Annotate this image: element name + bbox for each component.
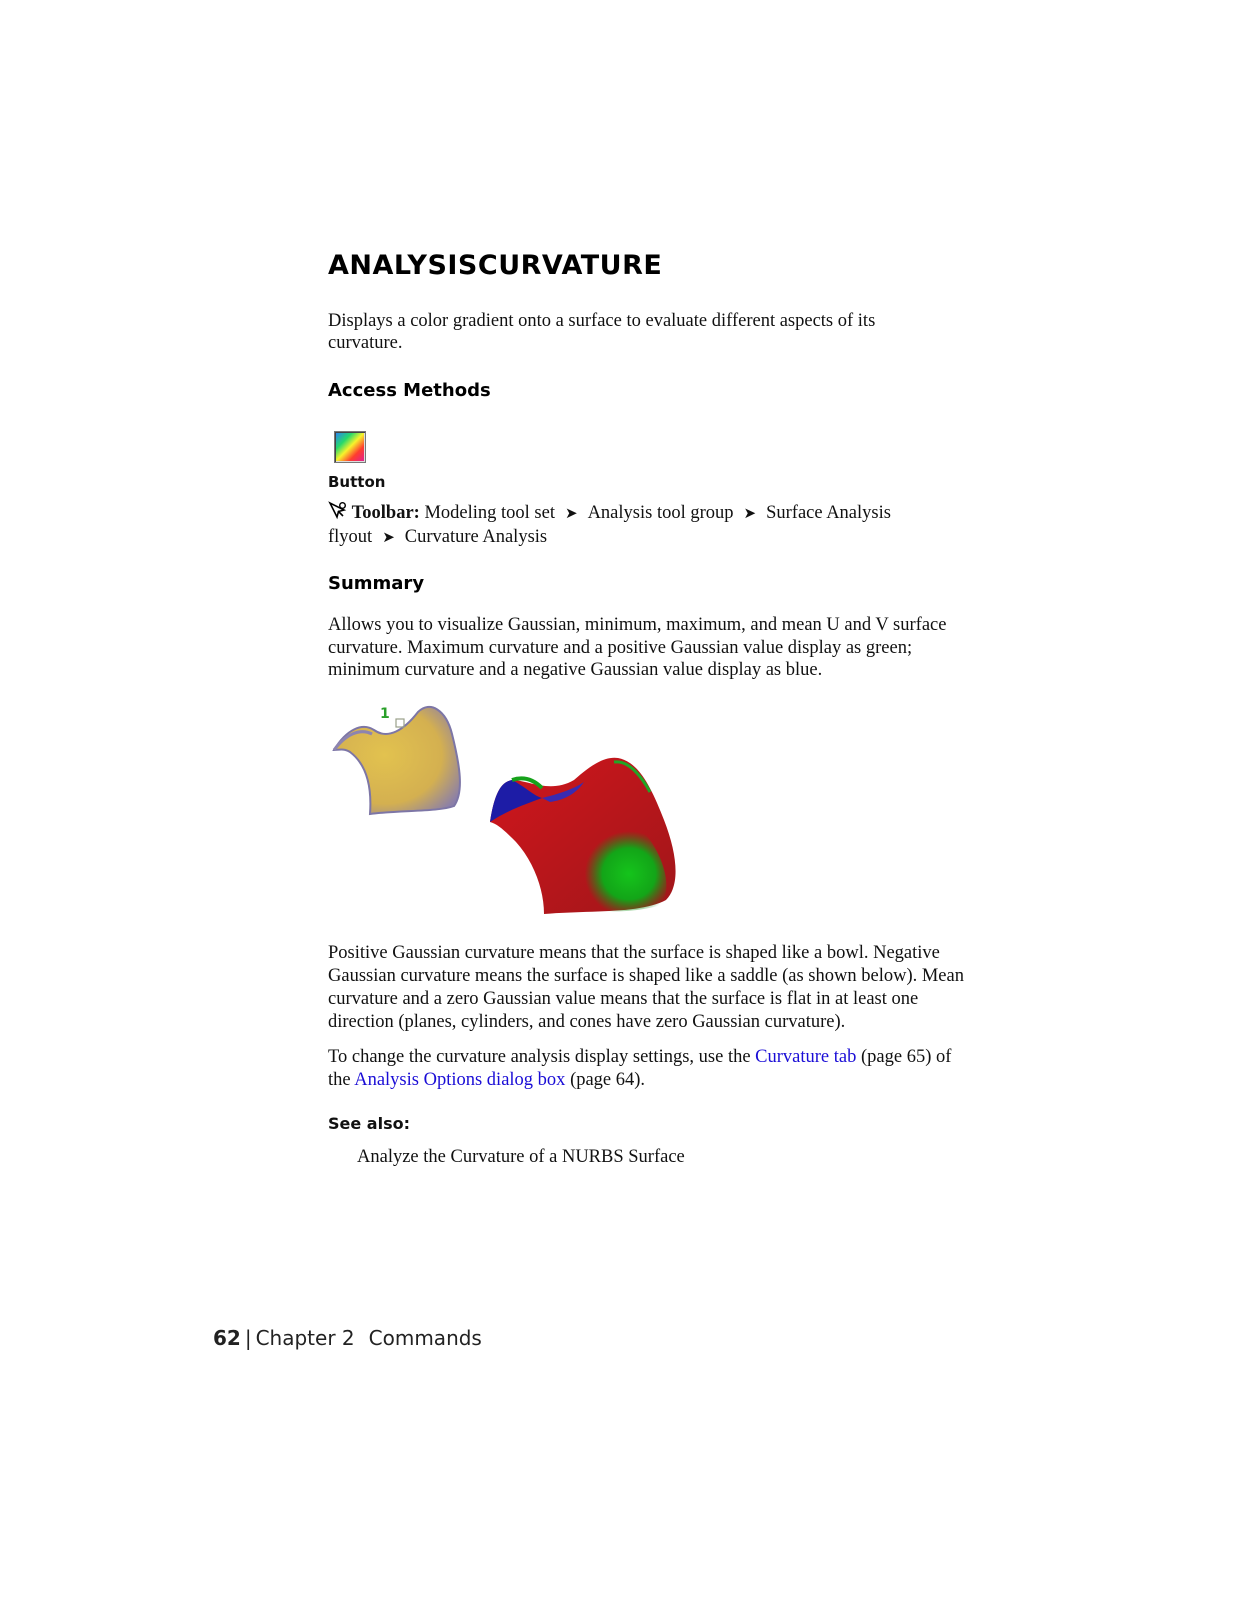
page-content [328, 248, 968, 1168]
page-footer [213, 1326, 482, 1350]
change-text-1: To change the curvature analysis display settings, use the [328, 1046, 751, 1067]
intro-paragraph: Displays a color gradient onto a surface to evaluate different aspects of its curvature. [328, 311, 876, 353]
change-text-2: (page 65) of the [328, 1046, 952, 1090]
toolbar-path-4: Curvature Analysis [404, 527, 548, 547]
curvature-analysis-icon[interactable] [334, 431, 366, 463]
toolbar-path-2: Analysis tool group [587, 503, 734, 523]
yellow-surface-shape [334, 706, 460, 813]
footer-chapter: Chapter 2 [255, 1326, 355, 1350]
see-also-item: Analyze the Curvature of a NURBS Surface [357, 1146, 685, 1167]
page-number: 62 [213, 1326, 241, 1350]
figure-marker-1: 1 [380, 705, 390, 722]
curvature-figure [328, 700, 688, 922]
access-methods-heading: Access Methods [328, 380, 491, 401]
curvature-tab-link[interactable]: Curvature tab [755, 1046, 857, 1067]
arrow-right-icon: ➤ [564, 504, 578, 522]
toolbar-path-1: Modeling tool set [424, 503, 555, 523]
change-settings-paragraph [328, 1046, 968, 1092]
summary-heading: Summary [328, 573, 425, 594]
page-title: ANALYSISCURVATURE [328, 250, 663, 281]
analysis-options-link[interactable]: Analysis Options dialog box [354, 1069, 566, 1090]
toolbar-path [328, 501, 968, 549]
gaussian-paragraph: Positive Gaussian curvature means that the surface is shaped like a bowl. Negative Gaussian curvature means the surface is shaped like a saddle (as shown below). Mean curvature and a zero Gaussian value means that the surface is flat in at least one direction (planes, cylinders, and cones have zero Gaussian curvature). [328, 942, 964, 1032]
toolbar-label: Toolbar: [351, 503, 420, 523]
summary-paragraph: Allows you to visualize Gaussian, minimum, maximum, and mean U and V surface curvature. Maximum curvature and a positive Gaussian value display as green; minimum curvature and a negative Gaussian value display as blue. [328, 615, 947, 680]
arrow-right-icon: ➤ [382, 528, 395, 546]
arrow-right-icon: ➤ [743, 504, 757, 522]
toolbar-path-3: Surface Analysis flyout [328, 503, 891, 547]
footer-separator: | [244, 1326, 252, 1350]
toolbar-pointer-icon [328, 501, 347, 520]
button-label: Button [328, 473, 386, 491]
change-text-3: (page 64). [570, 1069, 646, 1090]
footer-section: Commands [368, 1326, 482, 1350]
see-also-heading: See also: [328, 1113, 410, 1133]
curvature-surfaces-illustration [328, 700, 688, 922]
